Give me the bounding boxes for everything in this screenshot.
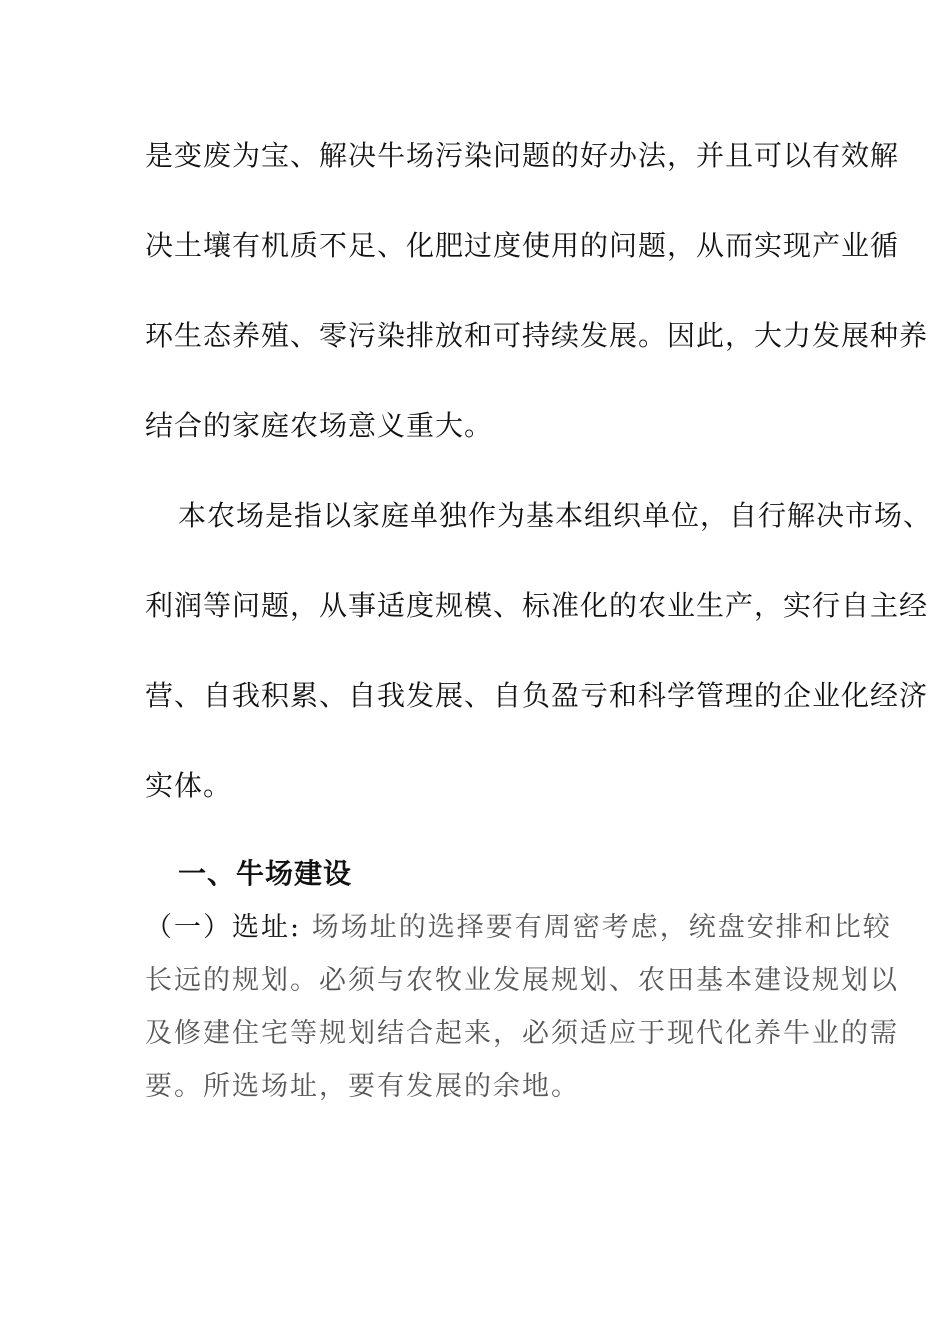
paragraph-1-line-4: 结合的家庭农场意义重大。 bbox=[145, 409, 494, 442]
section-heading: 一、牛场建设 bbox=[178, 857, 353, 890]
subsection-line-2: 长远的规划。必须与农牧业发展规划、农田基本建设规划以 bbox=[145, 965, 899, 996]
paragraph-1-line-3: 环生态养殖、零污染排放和可持续发展。因此，大力发展种养 bbox=[145, 319, 929, 352]
subsection-line-4: 要。所选场址，要有发展的余地。 bbox=[145, 1071, 580, 1102]
paragraph-2-line-4: 实体。 bbox=[145, 769, 233, 802]
subsection-line-3: 及修建住宅等规划结合起来，必须适应于现代化养牛业的需 bbox=[145, 1018, 899, 1049]
subsection-label: （一）选址: bbox=[145, 912, 302, 943]
subsection-line-1 bbox=[145, 905, 892, 944]
paragraph-2-line-3: 营、自我积累、自我发展、自负盈亏和科学管理的企业化经济 bbox=[145, 679, 929, 712]
subsection-line-1-text: 场场址的选择要有周密考虑，统盘安排和比较 bbox=[301, 912, 892, 943]
paragraph-2-line-2: 利润等问题，从事适度规模、标准化的农业生产，实行自主经 bbox=[145, 589, 929, 622]
paragraph-1-line-2: 决土壤有机质不足、化肥过度使用的问题，从而实现产业循 bbox=[145, 229, 900, 262]
paragraph-1-line-1: 是变废为宝、解决牛场污染问题的好办法，并且可以有效解 bbox=[145, 139, 900, 172]
paragraph-2-line-1: 本农场是指以家庭单独作为基本组织单位，自行解决市场、 bbox=[178, 499, 933, 532]
